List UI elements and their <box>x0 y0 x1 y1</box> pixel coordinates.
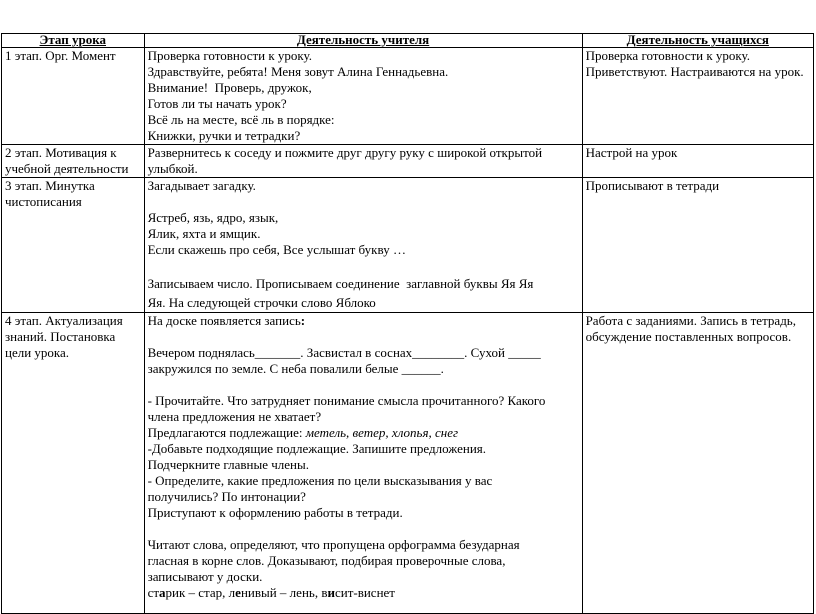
table-row <box>2 313 814 614</box>
students-cell <box>582 145 813 178</box>
cell-line: члена предложения не хватает? <box>147 409 322 424</box>
stage-cell <box>2 145 145 178</box>
word-vowel: е <box>235 585 241 600</box>
cell-line: закружился по земле. С неба повалили белые ______. <box>147 361 444 376</box>
students-cell <box>582 313 813 614</box>
stage-cell <box>2 178 145 313</box>
cell-line: знаний. Постановка <box>5 329 116 344</box>
header-teacher: Деятельность учителя <box>144 34 582 48</box>
cell-line: 3 этап. Минутка <box>5 178 95 193</box>
table-row <box>2 48 814 145</box>
cell-line: Записываем число. Прописываем соединение заглавной буквы Яя Яя <box>147 276 534 291</box>
cell-line: - Прочитайте. Что затрудняет понимание смысла прочитанного? Какого <box>147 393 546 408</box>
word-vowel: и <box>327 585 335 600</box>
teacher-cell <box>144 48 582 145</box>
cell-line: Проверка готовности к уроку. <box>585 48 751 63</box>
cell-line: Читают слова, определяют, что пропущена орфограмма безударная <box>147 537 520 552</box>
teacher-cell <box>144 178 582 313</box>
blank-line <box>148 521 579 537</box>
students-cell <box>582 48 813 145</box>
table-row <box>2 145 814 178</box>
cell-line: получились? По интонации? <box>147 489 306 504</box>
header-row <box>2 34 814 48</box>
cell-line: чистописания <box>5 194 82 209</box>
intro-colon: : <box>300 313 306 328</box>
cell-line: Приступают к оформлению работы в тетради. <box>147 505 403 520</box>
word-part: рик – стар, л <box>165 585 236 600</box>
blank-line <box>148 258 579 274</box>
cell-line: - Определите, какие предложения по цели высказывания у вас <box>147 473 493 488</box>
lesson-plan-table <box>1 33 814 614</box>
cell-line: Вечером поднялась_______. Засвистал в соснах________. Сухой _____ <box>147 345 541 360</box>
blank-line <box>148 377 579 393</box>
cell-line: Книжки, ручки и тетрадки? <box>147 128 301 143</box>
cell-line: 2 этап. Мотивация к <box>5 145 117 160</box>
cell-line: улыбкой. <box>147 161 198 176</box>
subjects-prefix: Предлагаются подлежащие: <box>147 425 306 440</box>
cell-line: Яя. На следующей строчки слово Яблоко <box>147 295 376 310</box>
word-part: нивый – лень, в <box>240 585 328 600</box>
teacher-cell <box>144 145 582 178</box>
cell-line: -Добавьте подходящие подлежащие. Запишите предложения. <box>147 441 487 456</box>
teacher-cell <box>144 313 582 614</box>
cell-line: Ялик, яхта и ямщик. <box>147 226 261 241</box>
cell-line: Приветствуют. Настраиваются на урок. <box>585 64 804 79</box>
cell-line: Работа с заданиями. Запись в тетрадь, <box>585 313 796 328</box>
cell-line: гласная в корне слов. Доказывают, подбирая проверочные слова, <box>147 553 506 568</box>
cell-line: Развернитесь к соседу и пожмите друг другу руку с широкой открытой <box>147 145 543 160</box>
students-cell <box>582 178 813 313</box>
word-part: ст <box>147 585 160 600</box>
header-students: Деятельность учащихся <box>582 34 813 48</box>
cell-line: 4 этап. Актуализация <box>5 313 123 328</box>
cell-line: Прописывают в тетради <box>585 178 720 193</box>
cell-line: Внимание! Проверь, дружок, <box>147 80 312 95</box>
intro-text: На доске появляется запись <box>147 313 301 328</box>
word-vowel: а <box>159 585 166 600</box>
cell-line <box>148 313 579 329</box>
cell-line <box>148 585 579 601</box>
cell-line: записывают у доски. <box>147 569 263 584</box>
cell-line: Здравствуйте, ребята! Меня зовут Алина Геннадьевна. <box>147 64 449 79</box>
cell-line: Настрой на урок <box>585 145 678 160</box>
header-stage: Этап урока <box>2 34 145 48</box>
blank-line <box>148 194 579 210</box>
word-part: сит-виснет <box>334 585 395 600</box>
cell-line: Готов ли ты начать урок? <box>147 96 287 111</box>
cell-line: цели урока. <box>5 345 70 360</box>
table-row <box>2 178 814 313</box>
blank-line <box>148 329 579 345</box>
subjects-italic: метель, ветер, хлопья, снег <box>305 425 459 440</box>
cell-line: Если скажешь про себя, Все услышат букву … <box>147 242 406 257</box>
cell-line: Загадывает загадку. <box>147 178 256 193</box>
cell-line <box>148 425 579 441</box>
cell-line: Ястреб, язь, ядро, язык, <box>147 210 279 225</box>
stage-cell <box>2 313 145 614</box>
cell-line: Всё ль на месте, всё ль в порядке: <box>147 112 335 127</box>
cell-line: 1 этап. Орг. Момент <box>5 48 116 63</box>
stage-cell <box>2 48 145 145</box>
cell-line: Проверка готовности к уроку. <box>147 48 312 63</box>
cell-line: Подчеркните главные члены. <box>147 457 309 472</box>
cell-line: обсуждение поставленных вопросов. <box>585 329 792 344</box>
cell-line: учебной деятельности <box>5 161 129 176</box>
